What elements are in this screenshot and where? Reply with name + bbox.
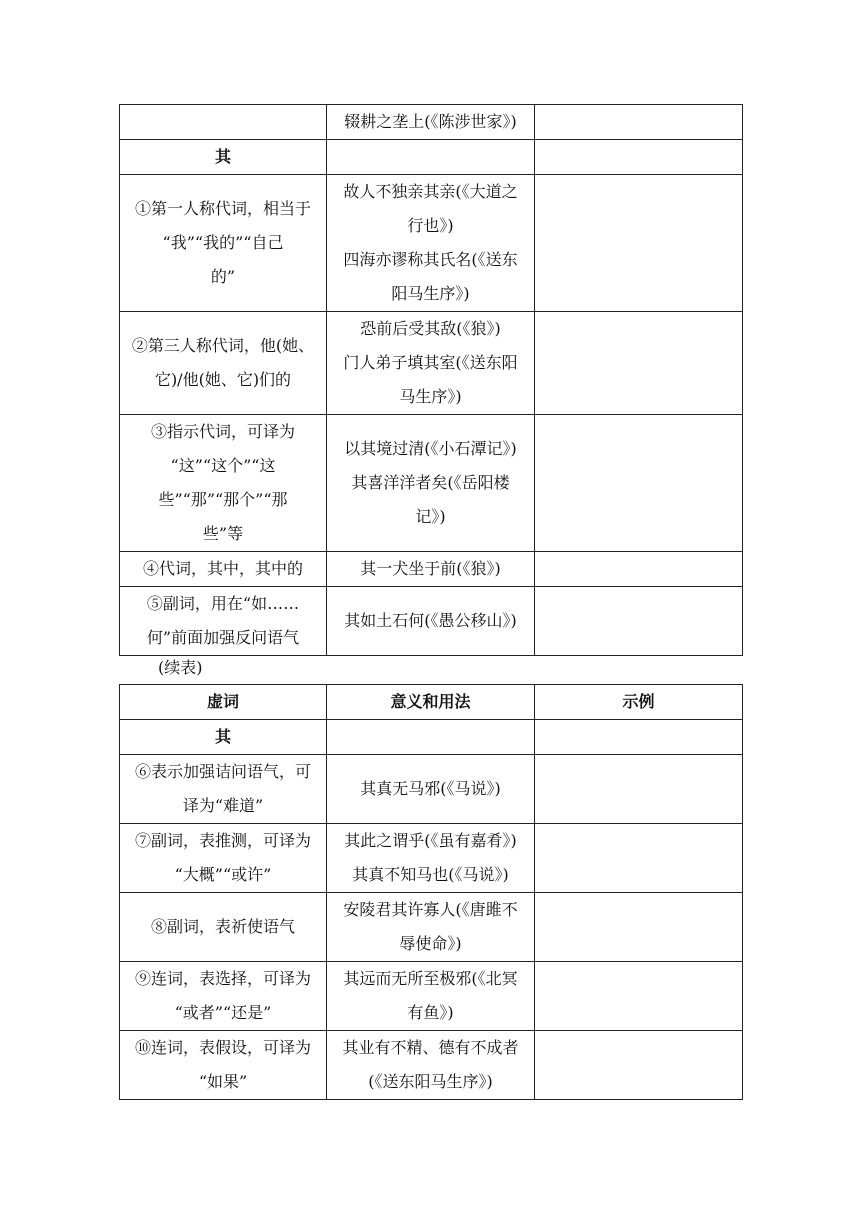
table-header-row: [120, 685, 743, 720]
table-cell: [327, 415, 535, 552]
table-1: [119, 104, 743, 656]
table-cell: [535, 105, 743, 140]
table-cell: [120, 312, 327, 415]
table-cell: [327, 587, 535, 656]
cell-text-line: 其真不知马也(《马说》): [352, 865, 509, 884]
table-row: [120, 1031, 743, 1100]
table-cell: [535, 552, 743, 587]
cell-text-line: 马生序》): [399, 387, 462, 406]
cell-text-line: ③指示代词，可译为: [150, 422, 295, 441]
table-cell: [535, 312, 743, 415]
cell-text-line: ④代词，其中，其中的: [142, 559, 303, 578]
cell-text-line: 其: [214, 147, 231, 166]
cell-text-line: ⑧副词，表祈使语气: [150, 917, 295, 936]
cell-text-line: ⑤副词，用在“如……: [146, 594, 300, 613]
table-cell: [327, 755, 535, 824]
cell-text-line: 何”前面加强反问语气: [146, 628, 300, 647]
cell-text-line: 其远而无所至极邪(《北冥: [343, 969, 518, 988]
cell-text-line: 些”等: [202, 524, 244, 543]
table-cell: [327, 720, 535, 755]
table-cell: [535, 893, 743, 962]
table-cell: [120, 175, 327, 312]
header-cell-meaning-usage: 意义和用法: [327, 685, 535, 720]
table-row: [120, 105, 743, 140]
table-cell: [535, 415, 743, 552]
table-cell: [535, 175, 743, 312]
cell-text-line: 以其境过清(《小石潭记》): [344, 439, 517, 458]
cell-text-line: ①第一人称代词，相当于: [134, 199, 311, 218]
cell-text-line: 它)/他(她、它)们的: [154, 370, 292, 389]
cell-text-line: 译为“难道”: [182, 796, 264, 815]
cell-text-line: 四海亦谬称其氏名(《送东: [343, 250, 518, 269]
table-cell: [120, 962, 327, 1031]
cell-text-line: “如果”: [198, 1072, 248, 1091]
table-cell: [535, 824, 743, 893]
table-cell: [535, 755, 743, 824]
cell-text-line: “大概”“或许”: [174, 865, 272, 884]
table-cell: [535, 962, 743, 1031]
table-cell: [535, 587, 743, 656]
table-cell: [120, 105, 327, 140]
cell-text-line: ⑥表示加强诘问语气，可: [134, 762, 311, 781]
cell-text-line: ⑨连词，表选择，可译为: [134, 969, 311, 988]
table-cell: [120, 893, 327, 962]
cell-text-line: 其如土石何(《愚公移山》): [344, 611, 517, 630]
table-cell: [120, 755, 327, 824]
table-cell: [327, 824, 535, 893]
table-cell: [327, 1031, 535, 1100]
table-row: [120, 587, 743, 656]
cell-text-line: 其一犬坐于前(《狼》): [360, 559, 501, 578]
cell-text-line: 辱使命》): [399, 934, 462, 953]
cell-text-line: 辍耕之垄上(《陈涉世家》): [344, 112, 517, 131]
cell-text-line: 门人弟子填其室(《送东阳: [343, 353, 518, 372]
table-cell: [327, 893, 535, 962]
cell-text-line: 其: [214, 727, 231, 746]
table-row: [120, 140, 743, 175]
table-row: [120, 755, 743, 824]
table-row: [120, 962, 743, 1031]
cell-text-line: 阳马生序》): [391, 284, 470, 303]
cell-text-line: 安陵君其许寡人(《唐雎不: [343, 900, 518, 919]
continued-label: (续表): [158, 658, 203, 677]
cell-text-line: 记》): [415, 507, 446, 526]
table-row: [120, 720, 743, 755]
header-cell-function-word: 虚词: [120, 685, 327, 720]
cell-text-line: 的”: [210, 267, 236, 286]
table-cell: [327, 140, 535, 175]
table-cell: [120, 415, 327, 552]
table-cell: [327, 312, 535, 415]
table-cell: [327, 552, 535, 587]
cell-text-line: 行也》): [407, 216, 454, 235]
table-row: [120, 824, 743, 893]
table-cell: [120, 587, 327, 656]
cell-text-line: 些”“那”“那个”“那: [158, 490, 288, 509]
cell-text-line: 其喜洋洋者矣(《岳阳楼: [351, 473, 510, 492]
cell-text-line: (《送东阳马生序》): [368, 1072, 493, 1091]
table-row: [120, 175, 743, 312]
cell-text-line: ②第三人称代词，他(她、: [131, 336, 315, 355]
table-cell: [535, 1031, 743, 1100]
table-row: [120, 893, 743, 962]
table-cell: [327, 962, 535, 1031]
table-2: [119, 684, 743, 1100]
cell-text-line: “或者”“还是”: [174, 1003, 272, 1022]
cell-text-line: 有鱼》): [407, 1003, 454, 1022]
cell-text-line: 其真无马邪(《马说》): [360, 779, 501, 798]
table-cell: [535, 140, 743, 175]
table-cell: [120, 1031, 327, 1100]
cell-text-line: “我”“我的”“自己: [162, 233, 284, 252]
table-row: [120, 552, 743, 587]
table-cell: [120, 140, 327, 175]
table-cell: [327, 105, 535, 140]
header-cell-examples: 示例: [535, 685, 743, 720]
cell-text-line: ⑦副词，表推测，可译为: [134, 831, 311, 850]
cell-text-line: 恐前后受其敌(《狼》): [360, 319, 501, 338]
cell-text-line: 其此之谓乎(《虽有嘉肴》): [344, 831, 517, 850]
table-row: [120, 415, 743, 552]
table-cell: [535, 720, 743, 755]
table-row: [120, 312, 743, 415]
table-cell: [120, 552, 327, 587]
cell-text-line: 故人不独亲其亲(《大道之: [343, 182, 518, 201]
table-cell: [120, 720, 327, 755]
cell-text-line: ⑩连词，表假设，可译为: [134, 1038, 311, 1057]
cell-text-line: “这”“这个”“这: [170, 456, 276, 475]
table-cell: [327, 175, 535, 312]
cell-text-line: 其业有不精、德有不成者: [342, 1038, 519, 1057]
table-cell: [120, 824, 327, 893]
